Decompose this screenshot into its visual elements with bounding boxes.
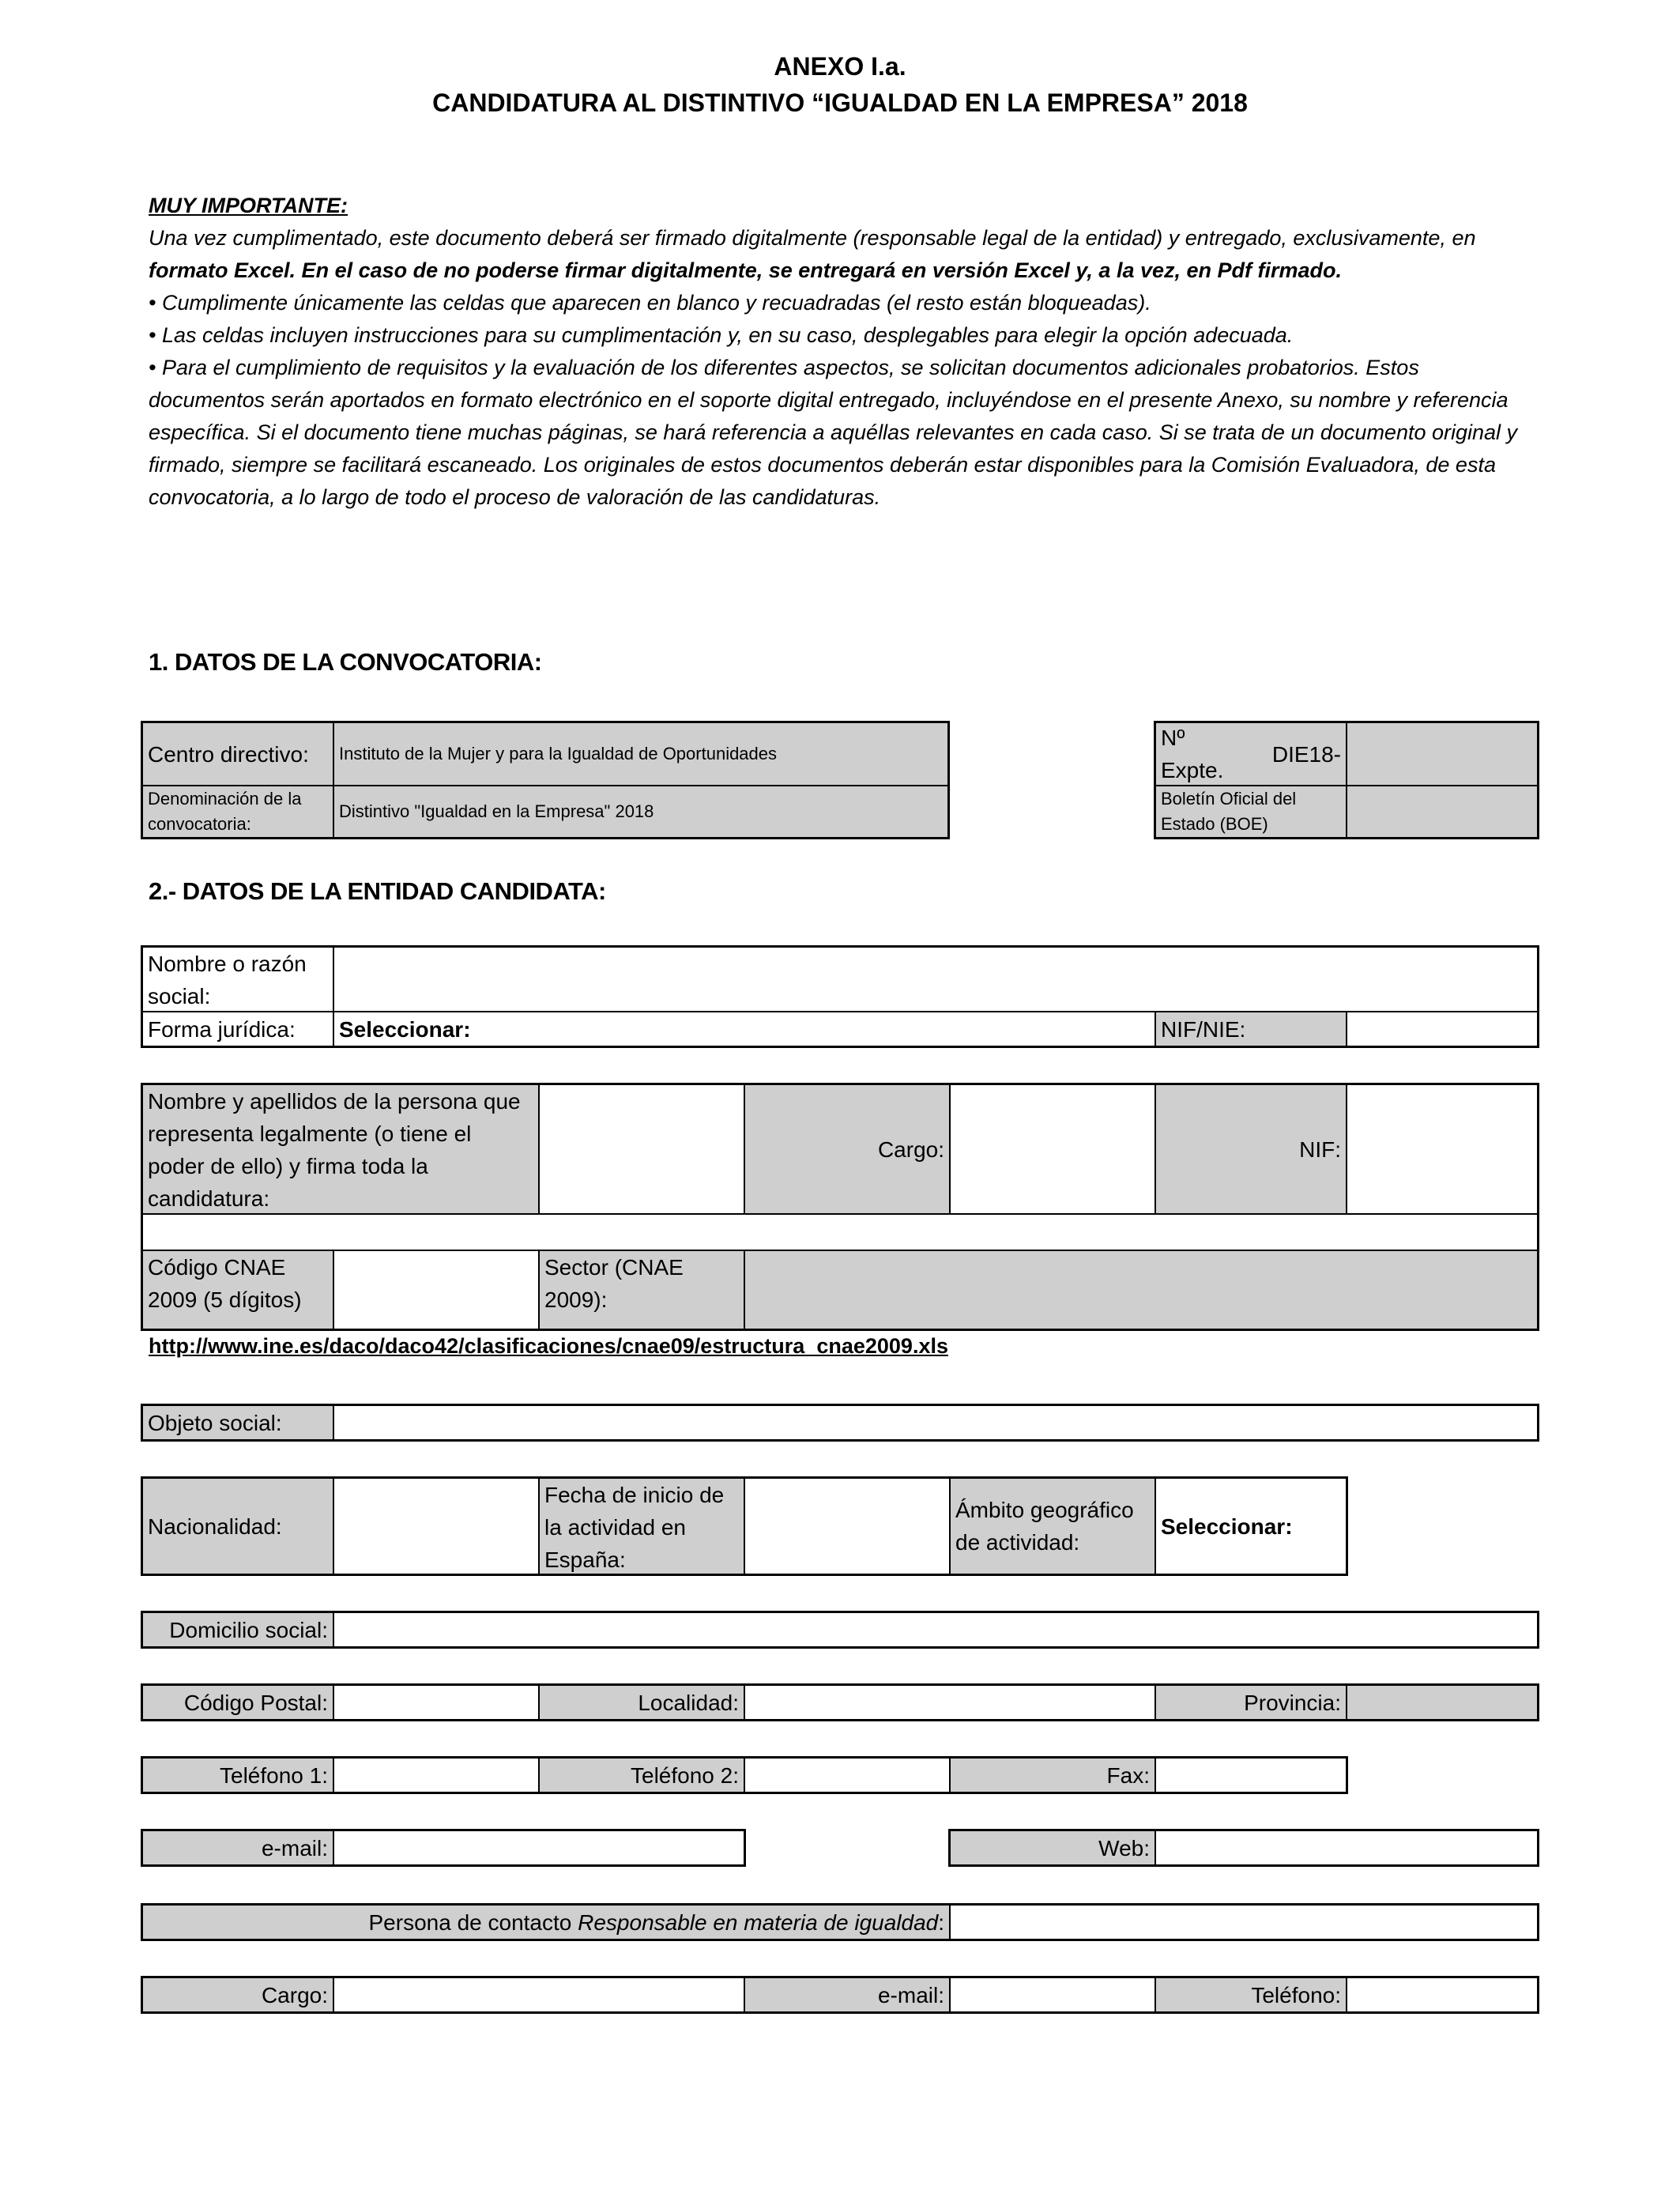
objeto-social-label: Objeto social: bbox=[142, 1405, 333, 1440]
localidad-input[interactable] bbox=[744, 1685, 1155, 1720]
email-label: e-mail: bbox=[142, 1830, 333, 1865]
expte-label-cell bbox=[1155, 722, 1347, 786]
ambito-select[interactable]: Seleccionar: bbox=[1155, 1478, 1347, 1574]
spacer-row bbox=[142, 1214, 1538, 1250]
contacto-label-b: Responsable en materia de igualdad bbox=[578, 1909, 939, 1935]
forma-juridica-label: Forma jurídica: bbox=[142, 1012, 333, 1046]
notice-p1-b: formato Excel. En el caso de no poderse firmar digitalmente, se entregará en versión Excel y, a la vez, en Pdf firmado. bbox=[149, 258, 1343, 282]
contacto-cargo-label: Cargo: bbox=[142, 1977, 333, 2012]
representante-input[interactable] bbox=[539, 1084, 744, 1214]
fecha-inicio-label: Fecha de inicio de la actividad en España: bbox=[539, 1478, 744, 1574]
notice-bullet-1: • Cumplimente únicamente las celdas que aparecen en blanco y recuadradas (el resto están bloqueadas). bbox=[149, 291, 1151, 315]
fax-label: Fax: bbox=[950, 1758, 1155, 1793]
contacto-label-c: : bbox=[938, 1909, 944, 1935]
telefono-1-input[interactable] bbox=[333, 1758, 539, 1793]
section-2-title: 2.- DATOS DE LA ENTIDAD CANDIDATA: bbox=[149, 877, 606, 905]
important-notice bbox=[149, 190, 1539, 514]
provincia-input[interactable] bbox=[1347, 1685, 1538, 1720]
cnae-input[interactable] bbox=[333, 1250, 539, 1329]
nacionalidad-label: Nacionalidad: bbox=[142, 1478, 333, 1574]
telefono-1-label: Teléfono 1: bbox=[142, 1758, 333, 1793]
nif-input[interactable] bbox=[1347, 1084, 1538, 1214]
contacto-email-label: e-mail: bbox=[744, 1977, 950, 2012]
cnae-label: Código CNAE 2009 (5 dígitos) bbox=[142, 1250, 333, 1329]
expte-input[interactable] bbox=[1347, 722, 1538, 786]
expte-value: DIE18- bbox=[1271, 741, 1341, 767]
objeto-social-input[interactable] bbox=[333, 1405, 1538, 1440]
representante-label: Nombre y apellidos de la persona que representa legalmente (o tiene el poder de ello) y firma toda la candidatura: bbox=[142, 1084, 539, 1214]
notice-bullet-3: • Para el cumplimiento de requisitos y la evaluación de los diferentes aspectos, se solicitan documentos adicionales probatorios. Estos documentos serán aportados en formato electrónico en el soporte digital entregado, incluyéndose en el presente Anexo, su nombre y referencia específica. Si el documento tiene muchas páginas, se hará referencia a aquéllas relevantes en cada caso. Si se trata de un documento original y firmado, siempre se facilitará escaneado. Los originales de estos documentos deberán estar disponibles para la Comisión Evaluadora, de esta convocatoria, a lo largo de todo el proceso de valoración de las candidaturas. bbox=[149, 356, 1518, 509]
domicilio-label: Domicilio social: bbox=[142, 1612, 333, 1647]
contacto-telefono-input[interactable] bbox=[1347, 1977, 1538, 2012]
contacto-cargo-input[interactable] bbox=[333, 1977, 744, 2012]
contacto-email-input[interactable] bbox=[950, 1977, 1155, 2012]
contacto-label-a: Persona de contacto bbox=[368, 1909, 578, 1935]
expte-label: Nº Expte. bbox=[1161, 726, 1224, 782]
centro-directivo-value: Instituto de la Mujer y para la Igualdad de Oportunidades bbox=[333, 722, 948, 786]
localidad-label: Localidad: bbox=[539, 1685, 744, 1720]
ambito-label: Ámbito geográfico de actividad: bbox=[950, 1478, 1155, 1574]
telefono-2-label: Teléfono 2: bbox=[539, 1758, 744, 1793]
denominacion-label: Denominación de la convocatoria: bbox=[142, 786, 333, 838]
nacionalidad-input[interactable] bbox=[333, 1478, 539, 1574]
notice-p1-a: Una vez cumplimentado, este documento deberá ser firmado digitalmente (responsable legal de la entidad) y entregado, exclusivamente, en bbox=[149, 226, 1476, 250]
document-title: CANDIDATURA AL DISTINTIVO “IGUALDAD EN LA EMPRESA” 2018 bbox=[432, 89, 1248, 117]
domicilio-input[interactable] bbox=[333, 1612, 1538, 1647]
razon-social-label: Nombre o razón social: bbox=[142, 947, 333, 1012]
provincia-label: Provincia: bbox=[1155, 1685, 1347, 1720]
boe-label: Boletín Oficial del Estado (BOE) bbox=[1155, 786, 1347, 838]
web-label: Web: bbox=[950, 1830, 1155, 1865]
codigo-postal-label: Código Postal: bbox=[142, 1685, 333, 1720]
contacto-telefono-label: Teléfono: bbox=[1155, 1977, 1347, 2012]
contacto-label bbox=[142, 1905, 950, 1940]
telefono-2-input[interactable] bbox=[744, 1758, 950, 1793]
section-1-title: 1. DATOS DE LA CONVOCATORIA: bbox=[149, 648, 542, 676]
cnae-link[interactable]: http://www.ine.es/daco/daco42/clasificaciones/cnae09/estructura_cnae2009.xls bbox=[149, 1334, 948, 1358]
cargo-input[interactable] bbox=[950, 1084, 1155, 1214]
nif-label: NIF: bbox=[1155, 1084, 1347, 1214]
codigo-postal-input[interactable] bbox=[333, 1685, 539, 1720]
centro-directivo-label: Centro directivo: bbox=[142, 722, 333, 786]
sector-value bbox=[744, 1250, 1538, 1329]
forma-juridica-select[interactable]: Seleccionar: bbox=[333, 1012, 1155, 1046]
fecha-inicio-input[interactable] bbox=[744, 1478, 950, 1574]
nif-nie-input[interactable] bbox=[1347, 1012, 1538, 1046]
web-input[interactable] bbox=[1155, 1830, 1538, 1865]
notice-bullet-2: • Las celdas incluyen instrucciones para su cumplimentación y, en su caso, desplegables para elegir la opción adecuada. bbox=[149, 323, 1294, 347]
contacto-input[interactable] bbox=[950, 1905, 1538, 1940]
email-input[interactable] bbox=[333, 1830, 744, 1865]
notice-heading: MUY IMPORTANTE: bbox=[149, 194, 348, 217]
sector-label: Sector (CNAE 2009): bbox=[539, 1250, 744, 1329]
denominacion-value: Distintivo "Igualdad en la Empresa" 2018 bbox=[333, 786, 948, 838]
nif-nie-label: NIF/NIE: bbox=[1155, 1012, 1347, 1046]
fax-input[interactable] bbox=[1155, 1758, 1347, 1793]
razon-social-input[interactable] bbox=[333, 947, 1538, 1012]
cargo-label: Cargo: bbox=[744, 1084, 950, 1214]
annex-title: ANEXO I.a. bbox=[774, 52, 906, 81]
boe-input[interactable] bbox=[1347, 786, 1538, 838]
